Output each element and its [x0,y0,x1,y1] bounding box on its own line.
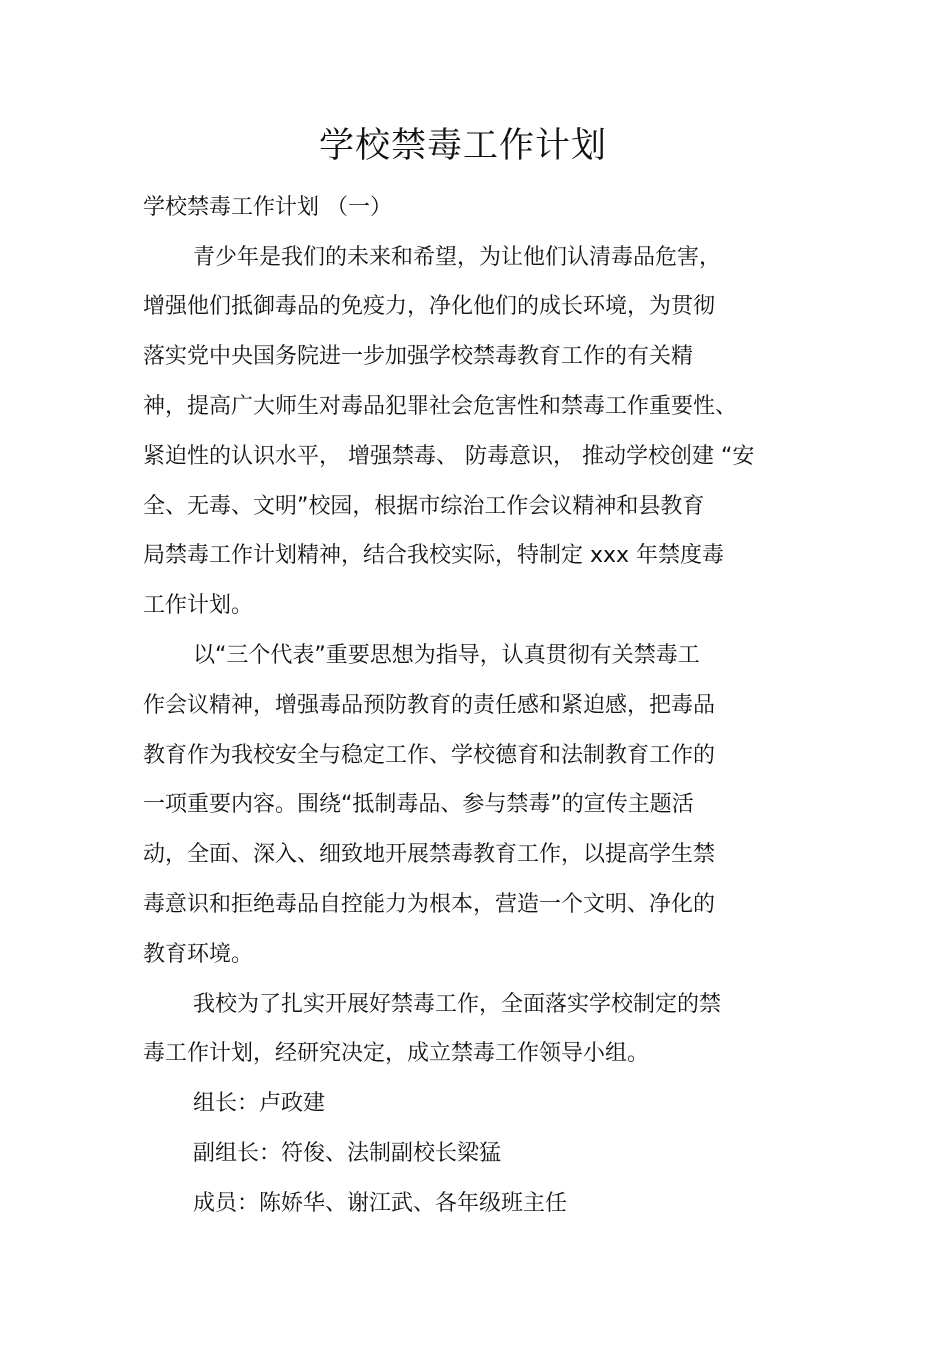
paragraph-line: 教育作为我校安全与稳定工作、学校德育和法制教育工作的 [143,743,716,768]
paragraph-line: 紧迫性的认识水平， 增强禁毒、 防毒意识， 推动学校创建 “安 [143,444,755,469]
members-line: 成员：陈娇华、谢江武、各年级班主任 [193,1191,568,1216]
paragraph-line: 青少年是我们的未来和希望，为让他们认清毒品危害， [193,245,722,270]
paragraph-line: 动，全面、深入、细致地开展禁毒教育工作，以提高学生禁 [143,842,716,867]
paragraph-line: 我校为了扎实开展好禁毒工作，全面落实学校制定的禁 [193,992,722,1017]
paragraph-line: 作会议精神，增强毒品预防教育的责任感和紧迫感，把毒品 [143,693,716,718]
paragraph-line: 全、无毒、文明”校园，根据市综治工作会议精神和县教育 [143,494,705,519]
paragraph-line: 局禁毒工作计划精神，结合我校实际，特制定 xxx 年禁度毒 [143,543,725,568]
paragraph-line: 增强他们抵御毒品的免疫力，净化他们的成长环境，为贯彻 [143,294,716,319]
paragraph-line: 一项重要内容。围绕“抵制毒品、参与禁毒”的宣传主题活 [143,792,694,817]
paragraph-line: 神，提高广大师生对毒品犯罪社会危害性和禁毒工作重要性、 [143,394,738,419]
paragraph-line: 毒意识和拒绝毒品自控能力为根本，营造一个文明、净化的 [143,892,716,917]
paragraph-line: 落实党中央国务院进一步加强学校禁毒教育工作的有关精 [143,344,694,369]
paragraph-line: 以“三个代表”重要思想为指导，认真贯彻有关禁毒工 [193,643,700,668]
paragraph-line: 毒工作计划，经研究决定，成立禁毒工作领导小组。 [143,1041,650,1066]
section-heading: 学校禁毒工作计划 （一） [143,195,392,220]
deputy-leader-line: 副组长：符俊、法制副校长梁猛 [193,1141,502,1166]
leader-line: 组长：卢政建 [193,1091,326,1116]
paragraph-line: 工作计划。 [143,593,254,618]
document-title: 学校禁毒工作计划 [318,126,607,166]
paragraph-line: 教育环境。 [143,942,254,967]
